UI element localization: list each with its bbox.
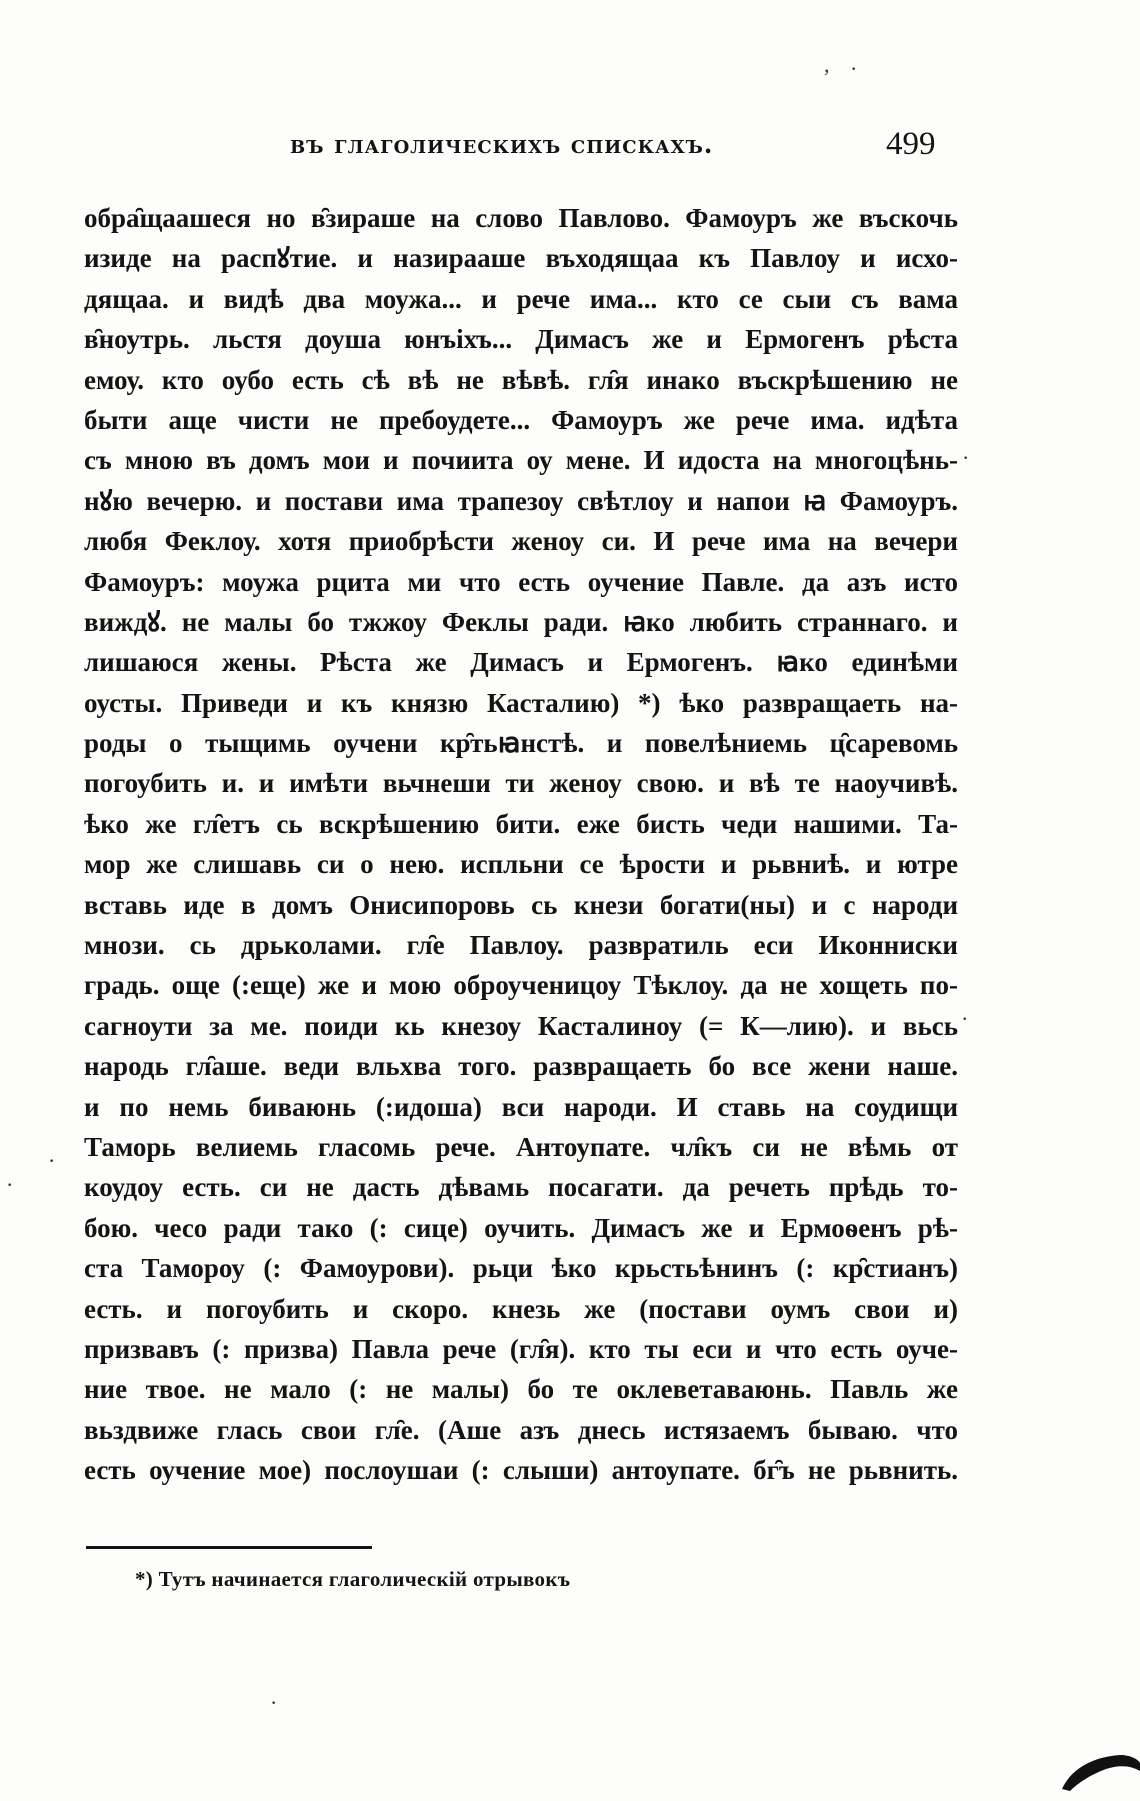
- text-line: бою. чесо ради тако (: сице) оучить. Димасъ же и Ермоѳенъ рѣ-: [84, 1212, 958, 1243]
- text-line: мнози. сь дрьколами. гл̑е Павлоу. развратиль еси Иконниски: [84, 930, 958, 961]
- page-edge-ornament-icon: [1060, 1749, 1140, 1793]
- text-line: нꙋю вечерю. и постави има трапезоу свѣтлоу и напои ꙗ Фамоуръ.: [84, 485, 958, 516]
- text-line: ние твое. не мало (: не малы) бо те оклеветаваюнь. Павль же: [84, 1374, 958, 1405]
- stray-mark: ·: [48, 1148, 56, 1173]
- text-line: виждꙋ. не малы бо тжжоу Феклы ради. ꙗко любить страннаго. и: [84, 606, 958, 637]
- footnote: [135, 1567, 570, 1592]
- text-line: изиде на распꙋтие. и назирааше въходящаа къ Павлоу и исхо-: [84, 243, 958, 274]
- text-line: погоубить и. и имѣти вьчнеши ти женоу свою. и вѣ те наоучивѣ.: [84, 768, 958, 799]
- running-head: въ глаголическихъ спискахъ.: [290, 130, 714, 159]
- stray-mark: ·: [6, 1172, 14, 1197]
- text-line: в̑ноутрь. льстя доуша юнъіхъ... Димасъ же и Ермогенъ рѣста: [84, 324, 958, 355]
- text-line: есть. и погоубить и скоро. кнезь же (постави оумъ свои и): [84, 1293, 958, 1324]
- footnote-rule: [86, 1546, 372, 1549]
- text-line: мор же слишавь си о нею. испльни се ѣрости и рьвниѣ. и ютре: [84, 849, 958, 880]
- stray-mark: ·: [850, 56, 858, 81]
- text-line: роды о тыщимь оучени кр̑тьꙗнстѣ. и повелѣниемь ц̑саревомь: [84, 728, 958, 759]
- text-line: обра̑щаашеся но в̑зираше на слово Павлово. Фамоуръ же въскочь: [84, 203, 958, 233]
- text-line: коудоу есть. си не дасть дѣвамь посагати. да речеть прѣдь то-: [84, 1172, 958, 1203]
- text-line: градь. още (:еще) же и мою оброученицоу Тѣклоу. да не хощеть по-: [84, 970, 958, 1001]
- text-line: ѣко же гл̑етъ сь вскрѣшению бити. еже бисть чеди нашими. Та-: [84, 808, 958, 839]
- stray-mark: .: [962, 1000, 968, 1025]
- text-line: съ мною въ домъ мои и почиита оу мене. И идоста на многоцѣнь-: [84, 445, 958, 476]
- text-line: вьздвиже глась свои гл̑е. (Аше азъ днесь истязаемъ бываю. что: [84, 1414, 958, 1445]
- footnote-text: Тутъ начинается глаголическій отрывокъ: [158, 1567, 571, 1591]
- footnote-marker: *): [135, 1567, 154, 1591]
- text-line: вставь иде в домъ Онисипоровь сь кнези богати(ны) и с народи: [84, 889, 958, 920]
- text-line: сагноути за ме. поиди кь кнезоу Касталиноу (= К—лию). и вьсь: [84, 1010, 958, 1041]
- text-line: емоу. кто оубо есть сѣ вѣ не вѣвѣ. гл̑я инако въскрѣшению не: [84, 364, 958, 395]
- text-line: дящаа. и видѣ два моужа... и рече има... кто се сыи съ вама: [84, 283, 958, 314]
- text-line: и по немь биваюнь (:идоша) вси народи. И ставь на соудищи: [84, 1091, 958, 1122]
- text-line: есть оучение мое) послоушаи (: слыши) антоупате. бг̑ъ не рьвнить.: [84, 1455, 958, 1486]
- text-line: любя Феклоу. хотя приобрѣсти женоу си. И рече има на вечери: [84, 526, 958, 557]
- text-line: Таморь велиемь гласомь рече. Антоупате. чл̑къ си не вѣмь от: [84, 1131, 958, 1162]
- text-line: призвавъ (: призва) Павла рече (гл̑я). кто ты еси и что есть оуче-: [84, 1333, 958, 1364]
- stray-mark: ·: [270, 1690, 278, 1715]
- body-text: [84, 198, 958, 1491]
- page-number: 499: [886, 126, 936, 162]
- text-line: ста Тамороу (: Фамоурови). рьци ѣко крьстьѣнинъ (: кр̑стианъ): [84, 1253, 958, 1284]
- text-line: Фамоуръ: моужа рцита ми что есть оучение Павле. да азъ исто: [84, 566, 958, 597]
- stray-mark: ,: [824, 52, 830, 77]
- text-line: лишаюся жены. Рѣста же Димасъ и Ермогенъ. ꙗко единѣми: [84, 647, 958, 678]
- text-line: оусты. Приведи и къ князю Касталию) *) ѣко развращаеть на-: [84, 687, 958, 718]
- text-line: быти аще чисти не пребоудете... Фамоуръ же рече има. идѣта: [84, 404, 958, 435]
- stray-mark: ·: [962, 445, 970, 470]
- text-line: народь гл̑аше. веди вльхва того. развращаеть бо все жени наше.: [84, 1051, 958, 1082]
